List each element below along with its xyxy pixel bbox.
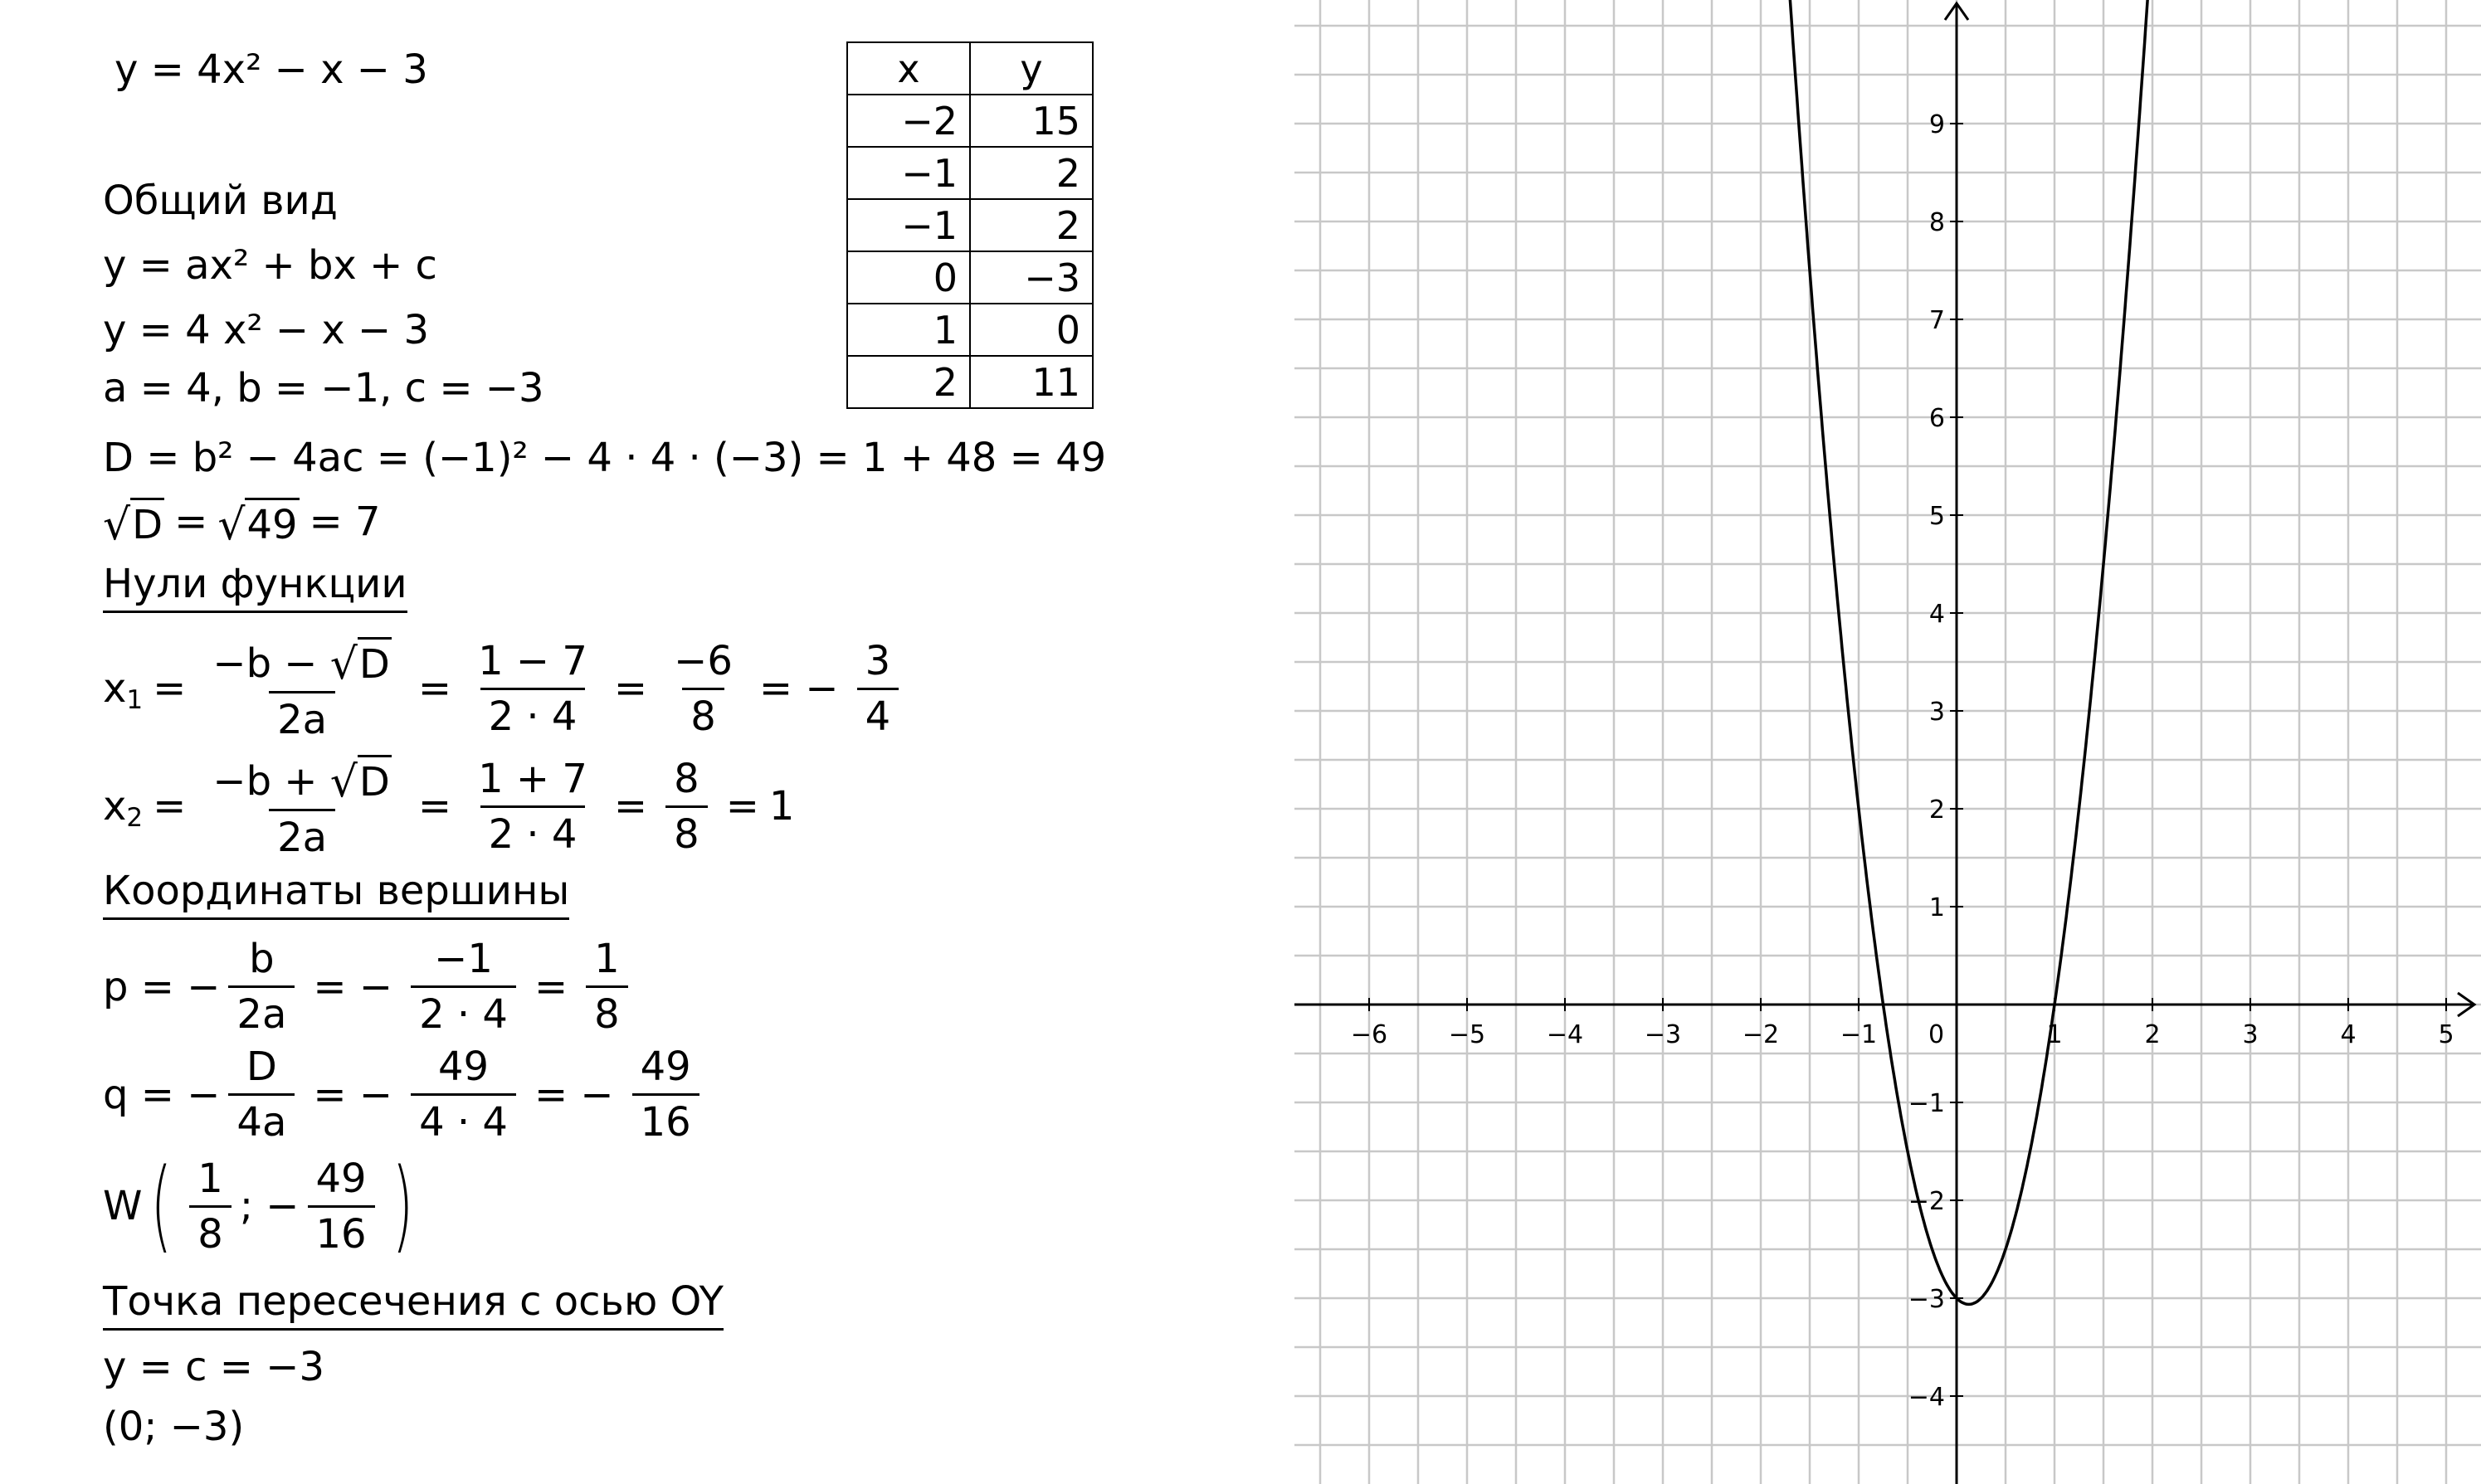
cell-y: 2 — [970, 147, 1093, 199]
general-form-heading: Общий вид — [103, 178, 338, 224]
vertex-heading: Координаты вершины — [103, 871, 569, 920]
cell-y: 11 — [970, 356, 1093, 408]
header-y: y — [970, 42, 1093, 95]
x-tick-label: 1 — [2046, 1020, 2063, 1049]
grid — [1294, 0, 2481, 1484]
oy-heading: Точка пересечения с осью OY — [103, 1282, 724, 1331]
table-row — [847, 356, 1093, 408]
origin-label: 0 — [1928, 1020, 1945, 1049]
sqrt-49: √ 49 — [217, 498, 299, 545]
coefficients: a = 4, b = −1, c = −3 — [103, 365, 544, 411]
y-tick-label: 1 — [1928, 893, 1945, 922]
table-row — [847, 199, 1093, 251]
cell-y: −3 — [970, 251, 1093, 304]
specific-form: y = 4 x² − x − 3 — [103, 307, 429, 353]
sqrt-discriminant: √ D = √ 49 = 7 — [103, 498, 381, 550]
y-tick-label: 7 — [1928, 306, 1945, 335]
function-equation: y = 4x² − x − 3 — [115, 46, 428, 93]
y-tick-label: 4 — [1928, 600, 1945, 629]
value-table-header — [847, 42, 1093, 95]
oy-point: (0; −3) — [103, 1404, 245, 1450]
cell-x: −1 — [847, 199, 970, 251]
discriminant: D = b² − 4ac = (−1)² − 4 · 4 · (−3) = 1 + 48 = 49 — [103, 435, 1107, 481]
y-tick-label: 3 — [1928, 698, 1945, 727]
sqrt-d: √ D — [103, 498, 164, 545]
y-tick-label: −4 — [1908, 1383, 1945, 1412]
zeros-heading: Нули функции — [103, 564, 407, 613]
x2-formula: x 2 = −b + √ D 2a = $\frac{1 + 7}{2 \cdot 4}$ = $\frac{8}{8}$ = 1 — [103, 755, 795, 861]
cell-x: −1 — [847, 147, 970, 199]
p-formula: p = − $\frac{b}{2a}$ = − $\frac{-1}{2 \cdot 4}$ = $\frac{1}{8}$ — [103, 939, 636, 1034]
cell-x: −2 — [847, 95, 970, 147]
x-tick-label: −6 — [1350, 1020, 1388, 1049]
y-tick-label: −2 — [1908, 1187, 1945, 1216]
cell-y: 15 — [970, 95, 1093, 147]
x-tick-label: −3 — [1644, 1020, 1682, 1049]
vertex-point: W ( $\frac{1}{8}$ ; − $\frac{49}{16}$ ) — [103, 1148, 413, 1263]
x1-formula: x 1 = −b − √ D 2a = $\frac{1 - 7}{2 \cdot 4}$ = $\frac{-6}{8}$ = − $\frac{3}{4}$ — [103, 637, 907, 740]
x-tick-label: 3 — [2242, 1020, 2259, 1049]
x-tick-label: −2 — [1742, 1020, 1780, 1049]
table-row — [847, 251, 1093, 304]
oy-value: y = c = −3 — [103, 1344, 325, 1390]
y-tick-label: 6 — [1928, 404, 1945, 433]
cell-x: 2 — [847, 356, 970, 408]
q-formula: q = − $\frac{D}{4a}$ = − $\frac{49}{4 \cdot 4}$ = − $\frac{49}{16}$ — [103, 1047, 708, 1142]
x-tick-label: −1 — [1840, 1020, 1878, 1049]
table-row — [847, 304, 1093, 356]
y-tick-label: 8 — [1928, 208, 1945, 237]
x-tick-label: −5 — [1448, 1020, 1486, 1049]
y-tick-label: 2 — [1928, 796, 1945, 825]
x-tick-label: 2 — [2144, 1020, 2161, 1049]
x-tick-label: 5 — [2438, 1020, 2454, 1049]
x-tick-label: −4 — [1546, 1020, 1584, 1049]
table-row — [847, 95, 1093, 147]
cell-x: 0 — [847, 251, 970, 304]
y-tick-label: −3 — [1908, 1285, 1945, 1314]
parabola-path — [1788, 0, 2150, 1304]
cell-y: 0 — [970, 304, 1093, 356]
table-row — [847, 147, 1093, 199]
y-tick-label: 5 — [1928, 502, 1945, 531]
y-tick-label: −1 — [1908, 1089, 1945, 1118]
axes — [1294, 3, 2474, 1484]
cell-x: 1 — [847, 304, 970, 356]
x-tick-label: 4 — [2340, 1020, 2357, 1049]
cell-y: 2 — [970, 199, 1093, 251]
value-table — [846, 41, 1094, 409]
function-graph — [1294, 0, 2481, 1484]
parabola-curve — [1788, 0, 2150, 1304]
general-form: y = ax² + bx + c — [103, 242, 437, 289]
y-tick-label: 9 — [1928, 110, 1945, 139]
header-x: x — [847, 42, 970, 95]
